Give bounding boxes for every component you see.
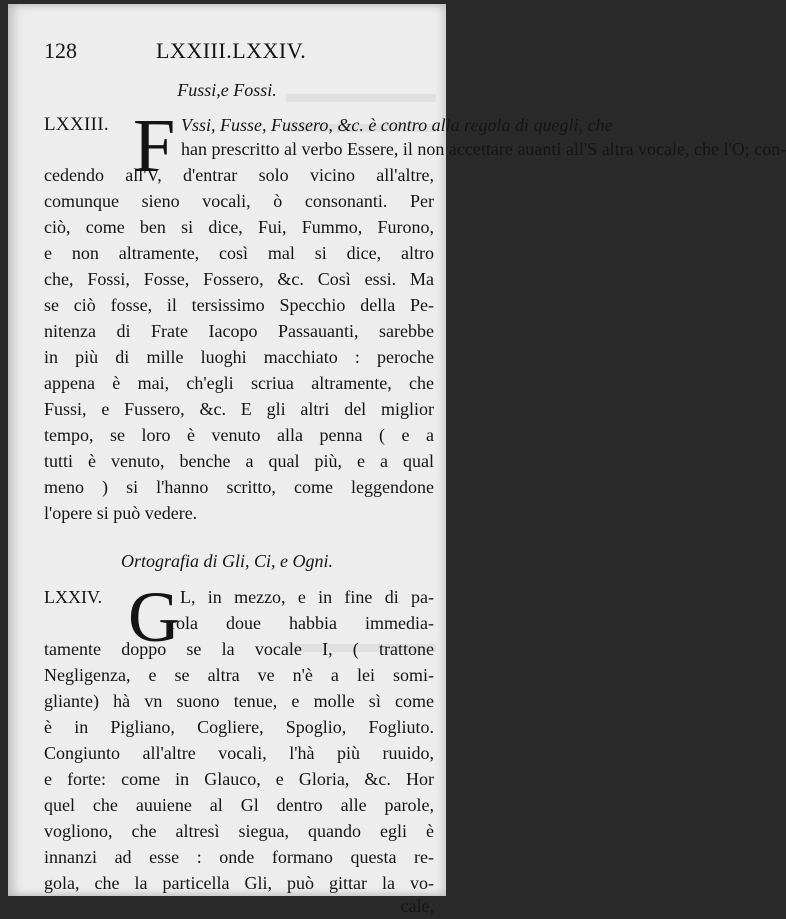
text-line: han prescritto al verbo Essere, il non accettare auanti all'S altra vocale, che l'O; con- (181, 139, 786, 159)
page-header (44, 38, 434, 66)
text-line: in più di mille luoghi macchiato : peroche (44, 347, 434, 367)
text-line: meno ) si l'hanno scritto, come leggendone (44, 477, 434, 497)
text-line: appena è mai, ch'egli scriua altramente, che (44, 373, 434, 393)
text-line: innanzi ad esse : onde formano questa re- (44, 847, 434, 867)
text-line: è in Pigliano, Cogliere, Spoglio, Fogliuto. (44, 717, 434, 737)
page-number: 128 (44, 38, 77, 63)
text-line: gola, che la particella Gli, può gittar la vo- (44, 873, 434, 893)
text-line: quel che auuiene al Gl dentro alle parole, (44, 795, 434, 815)
section-title: Ortografia di Gli, Ci, e Ogni. (120, 551, 333, 571)
text-line: nitenza di Frate Iacopo Passauanti, sarebbe (44, 321, 434, 341)
drop-cap: F (133, 104, 176, 188)
text-line: che, Fossi, Fosse, Fossero, &c. Così essi. Ma (44, 269, 434, 289)
section-title: Fussi,e Fossi. (177, 80, 277, 100)
text-line: comunque sieno vocali, ò consonanti. Per (44, 191, 434, 211)
text-line: tamente doppo se la vocale I, ( trattone (44, 639, 434, 659)
text-line: e non altramente, così mal si dice, altro (44, 243, 434, 263)
text-line: cedendo all'V, d'entrar solo vicino all'altre, (44, 165, 434, 185)
text-line: l'opere si può vedere. (44, 503, 198, 523)
drop-cap: G (128, 577, 180, 657)
text-line: Negligenza, e se altra ve n'è a lei somi- (44, 665, 434, 685)
text-line: e forte: come in Glauco, e Gloria, &c. Hor (44, 769, 434, 789)
book-page (8, 4, 786, 916)
text-line: tempo, se loro è venuto alla penna ( e a (44, 425, 434, 445)
text-line: L, in mezzo, e in fine di pa- (180, 587, 434, 607)
text-line: tutti è venuto, benche a qual più, e a qual (44, 451, 434, 471)
section-number: LXXIII. (44, 114, 109, 135)
text-line: ciò, come ben si dice, Fui, Fummo, Furono, (44, 217, 434, 237)
text-line: vogliono, che altresì siegua, quando egli è (44, 821, 434, 841)
text-line: Congiunto all'altre vocali, l'hà più ruuido, (44, 743, 434, 763)
text-line: se ciò fosse, il tersissimo Specchio della Pe- (44, 295, 434, 315)
line-text: Vssi, Fusse, Fussero, &c. è contro alla regola di quegli, che (181, 115, 613, 135)
text-line: rola doue habbia immedia- (170, 613, 434, 633)
text-line: gliante) hà vn suono tenue, e molle sì come (44, 691, 434, 711)
running-head: LXXIII.LXXIV. (156, 38, 307, 63)
text-line: Fussi, e Fussero, &c. E gli altri del miglior (44, 399, 434, 419)
text-line (44, 112, 613, 138)
section-number: LXXIV. (44, 587, 103, 607)
catchword: cale, (400, 896, 434, 916)
